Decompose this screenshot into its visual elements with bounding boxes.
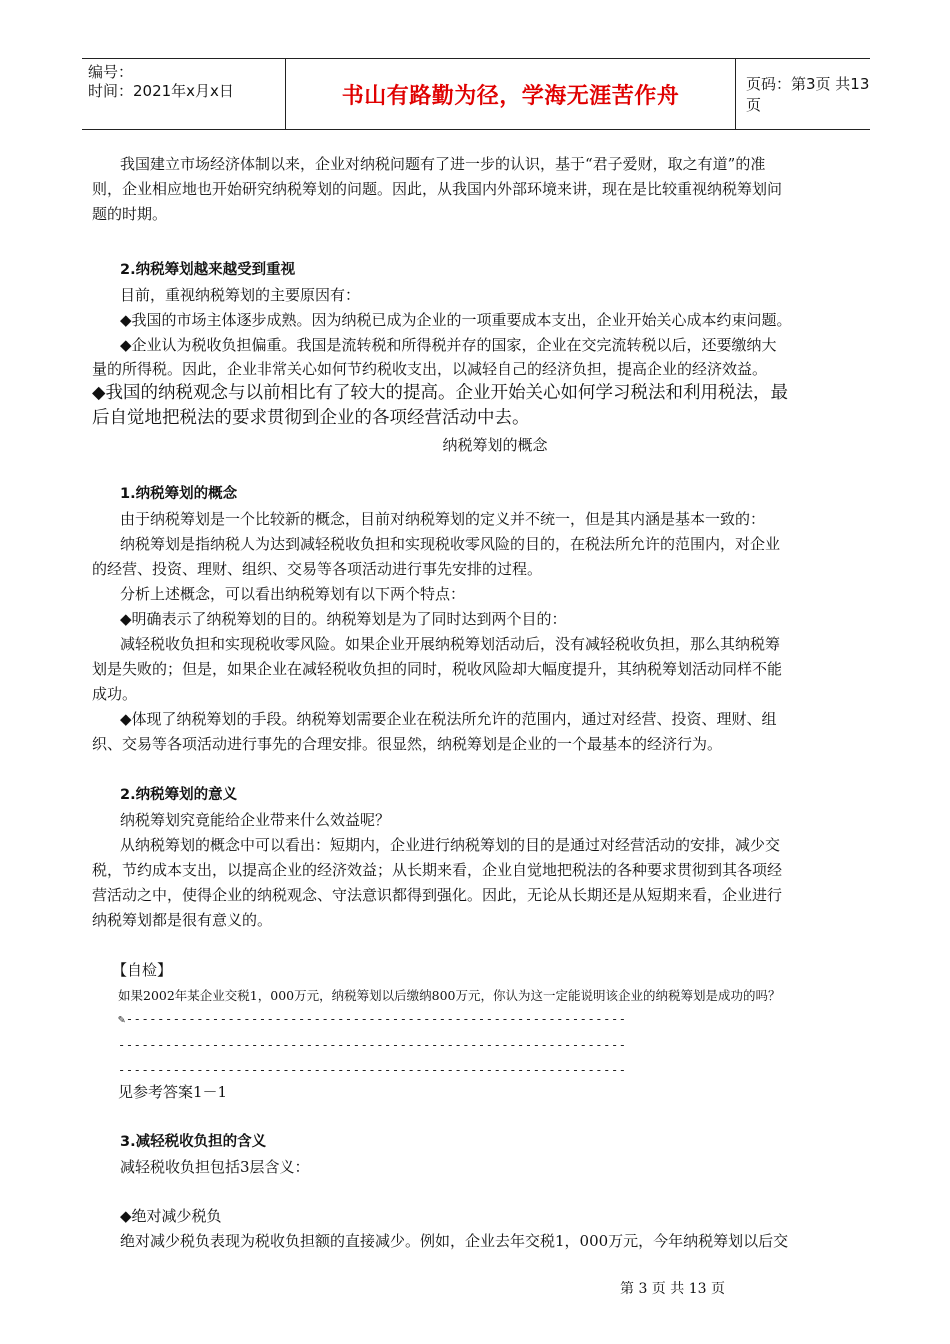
page-footer: 第 3 页 共 13 页 xyxy=(620,1281,725,1297)
intro-line-2: 则，企业相应地也开始研究纳税筹划的问题。因此，从我国内外部环境来讲，现在是比较重视纳税筹划问 xyxy=(92,180,783,198)
section-heading: 2.纳税筹划越来越受到重视 xyxy=(120,262,296,278)
intro-line-1: 我国建立市场经济体制以来，企业对纳税问题有了进一步的认识，基于“君子爱财，取之有道”的准 xyxy=(120,155,766,173)
date-label: 时间：2021年x月x日 xyxy=(88,82,234,100)
bullet-line: ◆明确表示了纳税筹划的目的。纳税筹划是为了同时达到两个目的： xyxy=(120,610,567,628)
section-title: 纳税筹划的概念 xyxy=(442,436,548,454)
bullet-line: ◆绝对减少税负 xyxy=(120,1207,222,1225)
section-heading: 1.纳税筹划的概念 xyxy=(120,486,238,502)
header-motto: 书山有路勤为径，学海无涯苦作舟 xyxy=(286,59,736,129)
answer-reference: 见参考答案1－1 xyxy=(118,1083,228,1101)
header-meta xyxy=(82,59,286,129)
paragraph-line: 绝对减少税负表现为税收负担额的直接减少。例如，企业去年交税1，000万元，今年纳税筹划以后交 xyxy=(120,1232,789,1250)
header-table xyxy=(82,58,870,130)
paragraph-line: 从纳税筹划的概念中可以看出：短期内，企业进行纳税筹划的目的是通过对经营活动的安排，减少交 xyxy=(120,836,781,854)
paragraph-line: 划是失败的；但是，如果企业在减轻税收负担的同时，税收风险却大幅度提升，其纳税筹划活动同样不能 xyxy=(92,660,783,678)
selfcheck-label: 【自检】 xyxy=(112,961,173,979)
paragraph-line: 的经营、投资、理财、组织、交易等各项活动进行事先安排的过程。 xyxy=(92,560,543,578)
header-page-label: 页码：第3页 共13页 xyxy=(746,75,870,114)
paragraph-line: 织、交易等各项活动进行事先的合理安排。很显然，纳税筹划是企业的一个最基本的经济行为。 xyxy=(92,735,723,753)
paragraph-line: 分析上述概念，可以看出纳税筹划有以下两个特点： xyxy=(120,585,466,603)
paragraph-line: 营活动之中，使得企业的纳税观念、守法意识都得到强化。因此，无论从长期还是从短期来看，企业进行 xyxy=(92,886,783,904)
paragraph-line: 后自觉地把税法的要求贯彻到企业的各项经营活动中去。 xyxy=(92,408,530,428)
paragraph-line: 减轻税收负担包括3层含义： xyxy=(120,1158,310,1176)
paragraph-line: 目前，重视纳税筹划的主要原因有： xyxy=(120,286,361,304)
paragraph-line: 减轻税收负担和实现税收零风险。如果企业开展纳税筹划活动后，没有减轻税收负担，那么其纳税筹 xyxy=(120,635,781,653)
paragraph-line: 纳税筹划都是很有意义的。 xyxy=(92,911,273,929)
section-heading: 3.减轻税收负担的含义 xyxy=(120,1134,267,1150)
bullet-line: ◆我国的市场主体逐步成熟。因为纳税已成为企业的一项重要成本支出，企业开始关心成本约束问题。 xyxy=(120,311,792,329)
bullet-line: ◆体现了纳税筹划的手段。纳税筹划需要企业在税法所允许的范围内，通过对经营、投资、理财、组 xyxy=(120,710,777,728)
paragraph-line: 由于纳税筹划是一个比较新的概念，目前对纳税筹划的定义并不统一，但是其内涵是基本一致的： xyxy=(120,510,766,528)
paragraph-line: 纳税筹划是指纳税人为达到减轻税收负担和实现税收零风险的目的，在税法所允许的范围内，对企业 xyxy=(120,535,781,553)
answer-line-3: ----------------------------------------------------------------- xyxy=(118,1063,627,1077)
bullet-line: ◆我国的纳税观念与以前相比有了较大的提高。企业开始关心如何学习税法和利用税法，最 xyxy=(92,383,788,403)
answer-line-2: ----------------------------------------------------------------- xyxy=(118,1038,627,1052)
answer-line-1: ✎---------------------------------------------------------------- xyxy=(118,1012,627,1026)
pencil-icon: ✎ xyxy=(118,1012,126,1026)
paragraph-line: 纳税筹划究竟能给企业带来什么效益呢？ xyxy=(120,811,391,829)
selfcheck-question: 如果2002年某企业交税1，000万元，纳税筹划以后缴纳800万元，你认为这一定能说明该企业的纳税筹划是成功的吗？ xyxy=(118,988,781,1003)
bullet-line: ◆企业认为税收负担偏重。我国是流转税和所得税并存的国家，企业在交完流转税以后，还要缴纳大 xyxy=(120,336,777,354)
paragraph-line: 量的所得税。因此，企业非常关心如何节约税收支出，以减轻自己的经济负担，提高企业的经济效益。 xyxy=(92,360,768,378)
paragraph-line: 税，节约成本支出，以提高企业的经济效益；从长期来看，企业自觉地把税法的各种要求贯彻到其各项经 xyxy=(92,861,783,879)
paragraph-line: 成功。 xyxy=(92,685,138,703)
intro-line-3: 题的时期。 xyxy=(92,205,168,223)
section-heading: 2.纳税筹划的意义 xyxy=(120,787,238,803)
number-label: 编号： xyxy=(88,63,134,81)
